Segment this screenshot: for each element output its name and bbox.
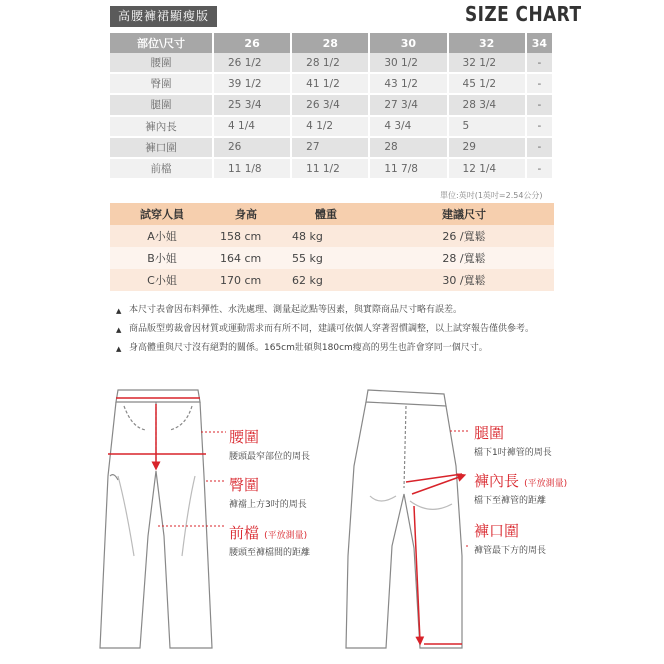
table-cell: 26 <box>214 138 292 159</box>
waist-label: 腰圍 <box>229 428 260 446</box>
unit-note: 單位:英吋(1英吋=2.54公分) <box>440 191 543 200</box>
triangle-bullet-icon: ▲ <box>116 326 122 334</box>
table-cell: 26 1/2 <box>214 53 292 74</box>
front-rise-note: (平放測量) <box>264 531 308 541</box>
table-cell: 41 1/2 <box>292 74 370 95</box>
inseam-desc: 檔下至褲管的距離 <box>474 496 547 506</box>
table-row <box>110 269 554 291</box>
table-cell: 4 3/4 <box>370 117 448 138</box>
tester-weight: 62 kg <box>278 269 374 291</box>
table-row <box>110 138 554 159</box>
tester-height: 170 cm <box>214 269 278 291</box>
tester-height: 164 cm <box>214 247 278 269</box>
note-item <box>116 342 556 355</box>
table-cell: 26 3/4 <box>292 95 370 116</box>
table-row <box>110 74 554 95</box>
note-item <box>116 323 556 336</box>
hem-label: 褲口圍 <box>474 522 520 540</box>
notes-list <box>116 304 556 361</box>
hip-desc: 褲襠上方3吋的周長 <box>229 500 307 510</box>
table-cell: 4 1/2 <box>292 117 370 138</box>
table-row <box>110 95 554 116</box>
fit-header-weight: 體重 <box>278 203 374 225</box>
fit-header-row <box>110 203 554 225</box>
tester-size: 26 /寬鬆 <box>374 225 554 247</box>
tester-weight: 48 kg <box>278 225 374 247</box>
table-cell: 4 1/4 <box>214 117 292 138</box>
measurement-diagram <box>0 376 664 664</box>
table-cell: - <box>527 53 554 74</box>
chart-tag: 高腰褲裙顯瘦版 <box>110 6 217 27</box>
row-label: 前檔 <box>110 159 214 180</box>
row-label: 褲內長 <box>110 117 214 138</box>
waist-callout <box>229 426 310 462</box>
table-cell: 39 1/2 <box>214 74 292 95</box>
thigh-desc: 檔下1吋褲管的周長 <box>474 448 552 458</box>
table-cell: 27 <box>292 138 370 159</box>
fit-header-size: 建議尺寸 <box>374 203 554 225</box>
table-cell: 30 1/2 <box>370 53 448 74</box>
note-item <box>116 304 556 317</box>
tester-name: A小姐 <box>110 225 214 247</box>
table-cell: - <box>527 95 554 116</box>
front-rise-label: 前檔 <box>229 524 260 542</box>
tester-name: C小姐 <box>110 269 214 291</box>
table-cell: 5 <box>449 117 527 138</box>
front-rise-desc: 腰頭至褲檔間的距離 <box>229 548 311 558</box>
tester-name: B小姐 <box>110 247 214 269</box>
table-cell: - <box>527 117 554 138</box>
size-header-32: 32 <box>449 33 527 53</box>
table-row <box>110 117 554 138</box>
fit-header-height: 身高 <box>214 203 278 225</box>
inseam-callout <box>474 470 567 506</box>
table-row <box>110 225 554 247</box>
hip-callout <box>229 474 307 510</box>
row-label: 腰圍 <box>110 53 214 74</box>
tester-size: 30 /寬鬆 <box>374 269 554 291</box>
row-label: 腿圍 <box>110 95 214 116</box>
table-cell: 28 1/2 <box>292 53 370 74</box>
row-label: 臀圍 <box>110 74 214 95</box>
inseam-label: 褲內長 <box>474 472 520 490</box>
size-header-30: 30 <box>370 33 448 53</box>
waist-desc: 腰頭最窄部位的周長 <box>229 452 311 462</box>
hem-desc: 褲管最下方的周長 <box>474 546 547 556</box>
table-cell: 28 3/4 <box>449 95 527 116</box>
table-row <box>110 247 554 269</box>
size-header-28: 28 <box>292 33 370 53</box>
size-header-34: 34 <box>527 33 554 53</box>
table-cell: 32 1/2 <box>449 53 527 74</box>
row-label: 褲口圍 <box>110 138 214 159</box>
pants-illustration <box>0 376 664 664</box>
fit-table <box>110 203 554 291</box>
thigh-label: 腿圍 <box>474 424 505 442</box>
front-rise-callout <box>229 522 310 558</box>
table-cell: 45 1/2 <box>449 74 527 95</box>
size-table <box>110 33 554 180</box>
table-row <box>110 159 554 180</box>
table-cell: 28 <box>370 138 448 159</box>
table-cell: 43 1/2 <box>370 74 448 95</box>
table-cell: 11 1/8 <box>214 159 292 180</box>
tester-weight: 55 kg <box>278 247 374 269</box>
size-header-row <box>110 33 554 53</box>
table-cell: 27 3/4 <box>370 95 448 116</box>
fit-header-tester: 試穿人員 <box>110 203 214 225</box>
tester-height: 158 cm <box>214 225 278 247</box>
table-cell: 11 1/2 <box>292 159 370 180</box>
note-text: 本尺寸表會因布料彈性、水洗處理、測量起訖點等因素，與實際商品尺寸略有誤差。 <box>129 305 463 315</box>
table-cell: 25 3/4 <box>214 95 292 116</box>
table-cell: - <box>527 159 554 180</box>
tester-size: 28 /寬鬆 <box>374 247 554 269</box>
table-cell: - <box>527 138 554 159</box>
triangle-bullet-icon: ▲ <box>116 307 122 315</box>
note-text: 商品版型剪裁會因材質或運動需求而有所不同，建議可依個人穿著習慣調整，以上試穿報告僅供參考。 <box>129 324 535 334</box>
size-chart-title: SIZE CHART <box>465 2 582 26</box>
size-corner-header: 部位\尺寸 <box>110 33 214 53</box>
thigh-callout <box>474 422 552 458</box>
inseam-note: (平放測量) <box>524 479 568 489</box>
hip-label: 臀圍 <box>229 476 260 494</box>
table-cell: 29 <box>449 138 527 159</box>
table-row <box>110 53 554 74</box>
hem-callout <box>474 520 546 556</box>
back-pants-icon <box>346 390 462 648</box>
table-cell: 12 1/4 <box>449 159 527 180</box>
size-header-26: 26 <box>214 33 292 53</box>
table-cell: 11 7/8 <box>370 159 448 180</box>
triangle-bullet-icon: ▲ <box>116 345 122 353</box>
table-cell: - <box>527 74 554 95</box>
note-text: 身高體重與尺寸沒有絕對的關係。165cm壯碩與180cm瘦高的男生也許會穿同一個尺寸。 <box>129 343 488 353</box>
